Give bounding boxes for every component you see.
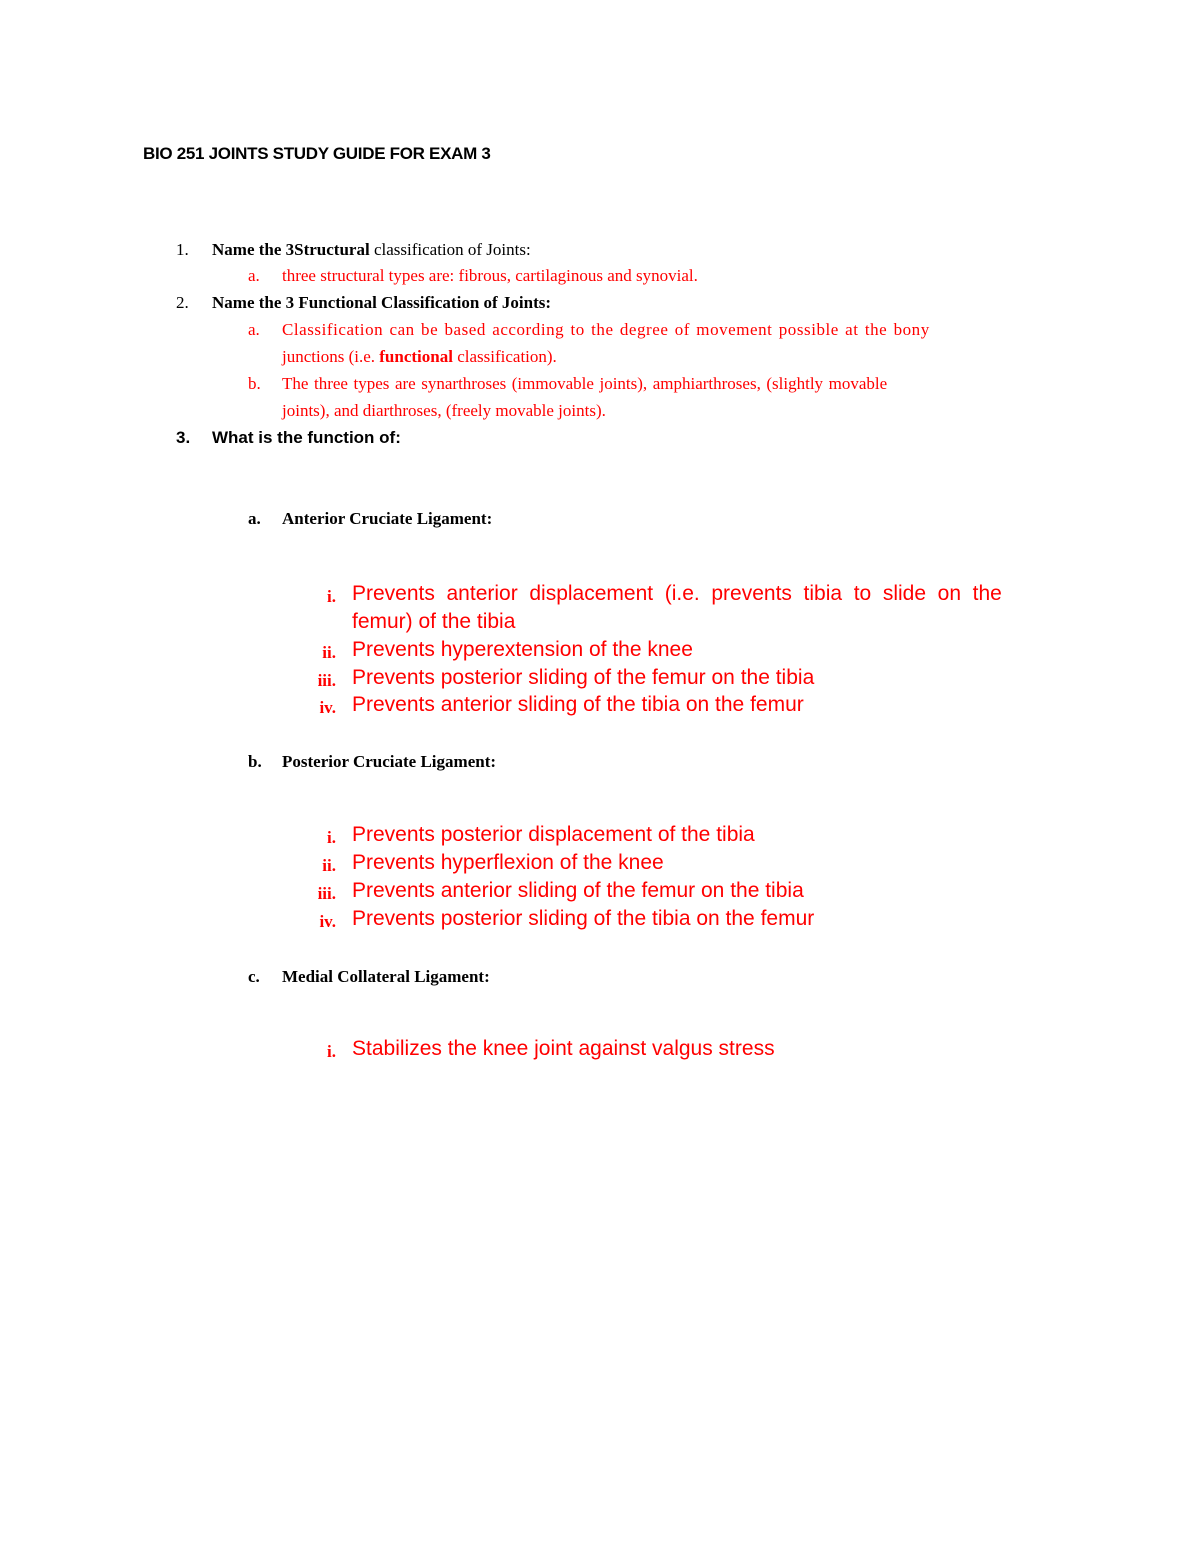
question-2-b-line-1-text: The three types are synarthroses (immovable joints), amphiarthroses, (slightly movable	[282, 374, 888, 393]
question-2-b-line-1	[282, 374, 887, 394]
question-1-a-label: a.	[248, 266, 260, 285]
section-a-item-4-number: iv.	[319, 698, 336, 717]
question-2-a-line-1-text: Classification can be based according to the degree of movement possible at the bony	[282, 320, 930, 339]
section-c-item-1-number: i.	[327, 1042, 336, 1061]
question-2-a-label: a.	[248, 320, 260, 339]
section-b-item-1-number: i.	[327, 828, 336, 847]
question-2-a-line-2-bold: functional	[379, 347, 453, 366]
section-c-item-1: Stabilizes the knee joint against valgus stress	[352, 1037, 775, 1060]
question-2-a-line-1	[282, 320, 1058, 340]
question-3: What is the function of:	[212, 428, 401, 447]
section-b-label: b.	[248, 752, 262, 771]
question-2-b-label: b.	[248, 374, 261, 393]
section-b-item-3-number: iii.	[317, 884, 336, 903]
section-a-item-3-number: iii.	[317, 671, 336, 690]
section-a-item-1	[352, 582, 1058, 606]
question-1-a-answer: three structural types are: fibrous, cartilaginous and synovial.	[282, 266, 698, 285]
section-c-heading: Medial Collateral Ligament:	[282, 967, 490, 986]
question-3-number: 3.	[176, 428, 191, 447]
section-b-item-1: Prevents posterior displacement of the tibia	[352, 823, 755, 846]
section-b-item-2: Prevents hyperflexion of the knee	[352, 851, 664, 874]
section-a-item-4: Prevents anterior sliding of the tibia on the femur	[352, 693, 804, 716]
section-a-label: a.	[248, 509, 261, 528]
section-b-item-2-number: ii.	[322, 856, 336, 875]
question-1	[212, 240, 531, 260]
section-b-heading: Posterior Cruciate Ligament:	[282, 752, 497, 771]
section-a-heading: Anterior Cruciate Ligament:	[282, 509, 493, 528]
question-2: Name the 3 Functional Classification of Joints:	[212, 293, 552, 312]
question-2-b-line-2: joints), and diarthroses, (freely movable joints).	[282, 401, 606, 420]
section-b-item-3: Prevents anterior sliding of the femur on the tibia	[352, 879, 804, 902]
question-2-a-line-2	[282, 347, 557, 367]
section-a-item-2: Prevents hyperextension of the knee	[352, 638, 693, 661]
question-2-a-line-2-pre: junctions (i.e.	[282, 347, 380, 366]
section-b-item-4-number: iv.	[319, 912, 336, 931]
question-1-number: 1.	[176, 240, 189, 259]
page-title: BIO 251 JOINTS STUDY GUIDE FOR EXAM 3	[143, 144, 491, 163]
section-a-item-1-continued: femur) of the tibia	[352, 610, 516, 633]
section-a-item-1-number: i.	[327, 587, 336, 606]
question-1-bold: Name the 3Structural	[212, 240, 370, 259]
section-c-label: c.	[248, 967, 260, 986]
question-1-rest: classification of Joints:	[369, 240, 531, 259]
section-a-item-1-text: Prevents anterior displacement (i.e. prevents tibia to slide on the	[352, 582, 1002, 605]
section-a-item-3: Prevents posterior sliding of the femur on the tibia	[352, 666, 815, 689]
question-2-number: 2.	[176, 293, 189, 312]
section-a-item-2-number: ii.	[322, 643, 336, 662]
question-2-a-line-2-post: classification).	[452, 347, 557, 366]
section-b-item-4: Prevents posterior sliding of the tibia on the femur	[352, 907, 815, 930]
